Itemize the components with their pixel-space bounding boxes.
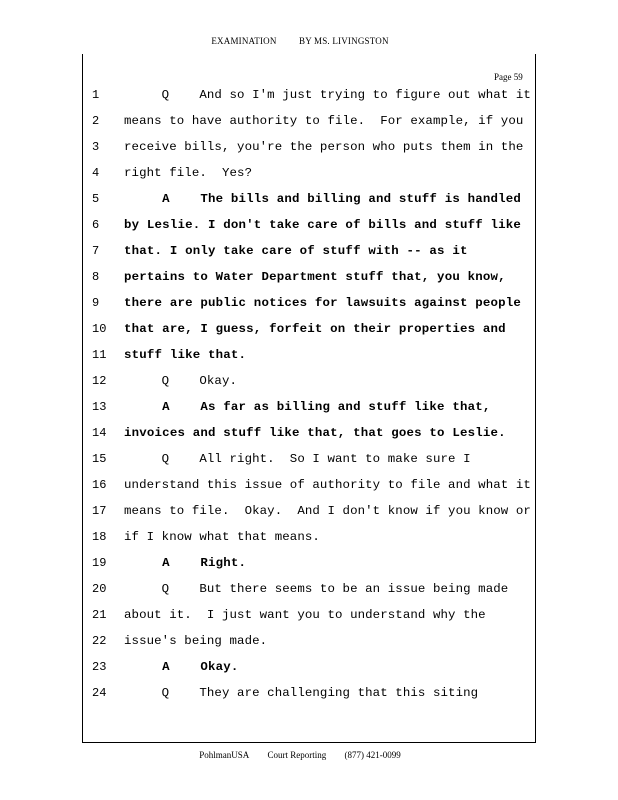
line-text: A Right. xyxy=(124,556,247,570)
transcript-line xyxy=(0,556,618,582)
line-number: 2 xyxy=(92,114,100,128)
transcript-line xyxy=(0,400,618,426)
line-number: 10 xyxy=(92,322,107,336)
transcript-line xyxy=(0,88,618,114)
line-number: 14 xyxy=(92,426,107,440)
line-text: Q They are challenging that this siting xyxy=(124,686,479,700)
line-number: 11 xyxy=(92,348,107,362)
transcript-line xyxy=(0,244,618,270)
line-text: Q And so I'm just trying to figure out what it xyxy=(124,88,531,102)
line-text: stuff like that. xyxy=(124,348,247,362)
line-text: about it. I just want you to understand why the xyxy=(124,608,486,622)
line-text: pertains to Water Department stuff that, you know, xyxy=(124,270,506,284)
line-text: A Okay. xyxy=(124,660,239,674)
line-text: Q But there seems to be an issue being made xyxy=(124,582,509,596)
footer-company: PohlmanUSA xyxy=(199,750,250,760)
page-header xyxy=(0,36,600,46)
transcript-line xyxy=(0,192,618,218)
line-number: 13 xyxy=(92,400,107,414)
line-number: 8 xyxy=(92,270,100,284)
line-number: 24 xyxy=(92,686,107,700)
line-number: 3 xyxy=(92,140,100,154)
line-number: 21 xyxy=(92,608,107,622)
transcript-line xyxy=(0,140,618,166)
line-text: means to file. Okay. And I don't know if you know or xyxy=(124,504,531,518)
page-number: Page 59 xyxy=(494,72,523,82)
transcript-line xyxy=(0,452,618,478)
line-text: that. I only take care of stuff with -- as it xyxy=(124,244,468,258)
footer-phone: (877) 421-0099 xyxy=(344,750,401,760)
line-number: 6 xyxy=(92,218,100,232)
line-number: 23 xyxy=(92,660,107,674)
line-number: 19 xyxy=(92,556,107,570)
line-text: by Leslie. I don't take care of bills and stuff like xyxy=(124,218,522,232)
transcript-line xyxy=(0,426,618,452)
line-text: right file. Yes? xyxy=(124,166,253,180)
line-text: if I know what that means. xyxy=(124,530,320,544)
transcript-line xyxy=(0,322,618,348)
transcript-line xyxy=(0,582,618,608)
transcript-line xyxy=(0,296,618,322)
transcript-line xyxy=(0,166,618,192)
transcript-line xyxy=(0,348,618,374)
line-number: 22 xyxy=(92,634,107,648)
line-text: Q All right. So I want to make sure I xyxy=(124,452,471,466)
line-text: issue's being made. xyxy=(124,634,268,648)
line-number: 1 xyxy=(92,88,100,102)
line-number: 4 xyxy=(92,166,100,180)
line-text: Q Okay. xyxy=(124,374,238,388)
line-text: understand this issue of authority to file and what it xyxy=(124,478,531,492)
transcript-line xyxy=(0,530,618,556)
footer-service: Court Reporting xyxy=(267,750,327,760)
line-text: that are, I guess, forfeit on their properties and xyxy=(124,322,506,336)
line-text: means to have authority to file. For example, if you xyxy=(124,114,524,128)
transcript-line xyxy=(0,608,618,634)
header-examiner: BY MS. LIVINGSTON xyxy=(299,36,389,46)
page-footer xyxy=(0,750,600,760)
transcript-line xyxy=(0,634,618,660)
transcript-line xyxy=(0,114,618,140)
line-text: invoices and stuff like that, that goes to Leslie. xyxy=(124,426,506,440)
line-text: receive bills, you're the person who puts them in the xyxy=(124,140,524,154)
line-number: 15 xyxy=(92,452,107,466)
line-text: A As far as billing and stuff like that, xyxy=(124,400,491,414)
transcript-line xyxy=(0,218,618,244)
line-number: 16 xyxy=(92,478,107,492)
line-number: 20 xyxy=(92,582,107,596)
transcript-line xyxy=(0,504,618,530)
line-number: 5 xyxy=(92,192,100,206)
line-text: there are public notices for lawsuits against people xyxy=(124,296,522,310)
transcript-line xyxy=(0,270,618,296)
transcript-line xyxy=(0,374,618,400)
line-number: 12 xyxy=(92,374,107,388)
line-number: 18 xyxy=(92,530,107,544)
transcript-line xyxy=(0,686,618,712)
header-section: EXAMINATION xyxy=(211,36,277,46)
transcript-line xyxy=(0,660,618,686)
line-number: 17 xyxy=(92,504,107,518)
line-number: 7 xyxy=(92,244,100,258)
transcript-line xyxy=(0,478,618,504)
line-text: A The bills and billing and stuff is handled xyxy=(124,192,522,206)
line-number: 9 xyxy=(92,296,100,310)
